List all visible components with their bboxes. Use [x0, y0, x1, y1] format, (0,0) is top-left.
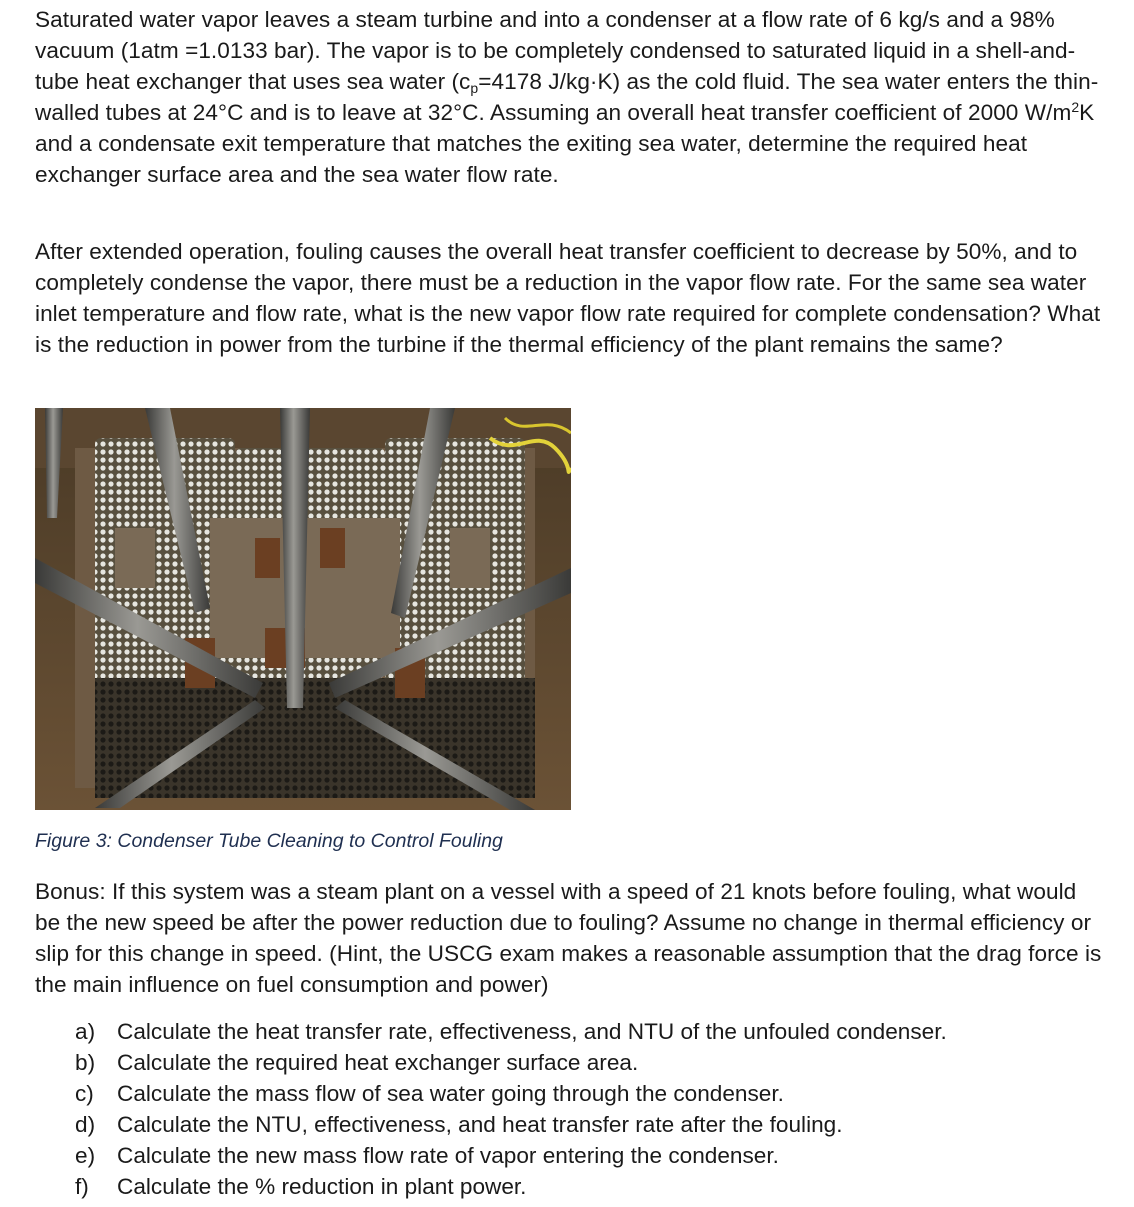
list-item — [75, 1078, 1075, 1109]
problem-intro-paragraph — [35, 4, 1105, 190]
list-item — [75, 1109, 1075, 1140]
list-item-text: Calculate the mass flow of sea water going through the condenser. — [117, 1081, 784, 1106]
list-item-text: Calculate the % reduction in plant power. — [117, 1174, 527, 1199]
list-item — [75, 1047, 1075, 1078]
list-item — [75, 1016, 1075, 1047]
list-marker: d) — [75, 1112, 96, 1137]
list-marker: f) — [75, 1174, 89, 1199]
intro-text-1: Saturated water vapor leaves a steam turbine and into a condenser at a flow rate of 6 kg/s and a 98% vacuum (1atm =1.0133 bar). The vapor is to be completely condensed to saturated liquid in a shell-and-tube heat exchanger that uses sea water (c — [35, 7, 1076, 94]
task-list — [75, 1016, 1075, 1202]
fouling-paragraph: After extended operation, fouling causes the overall heat transfer coefficient to decrease by 50%, and to completely condense the vapor, there must be a reduction in the vapor flow rate. For the same sea water inlet temperature and flow rate, what is the new vapor flow rate required for complete condensation? What is the reduction in power from the turbine if the thermal efficiency of the plant remains the same? — [35, 239, 1101, 357]
intro-text-2: =4178 J/kg·K) as the cold fluid. The sea water enters the thin-walled tubes at 24°C and is to leave at 32°C. Assuming an overall heat transfer coefficient of 2000 W/m — [35, 69, 1099, 125]
list-marker: c) — [75, 1081, 94, 1106]
list-item-text: Calculate the NTU, effectiveness, and heat transfer rate after the fouling. — [117, 1112, 843, 1137]
intro-text-3: K and a condensate exit temperature that matches the exiting sea water, determine the required heat exchanger surface area and the sea water flow rate. — [35, 100, 1095, 187]
list-item-text: Calculate the new mass flow rate of vapor entering the condenser. — [117, 1143, 779, 1168]
bonus-paragraph: Bonus: If this system was a steam plant on a vessel with a speed of 21 knots before fouling, what would be the new speed be after the power reduction due to fouling? Assume no change in thermal efficiency or slip for this change in speed. (Hint, the USCG exam makes a reasonable assumption that the drag force is the main influence on fuel consumption and power) — [35, 879, 1102, 997]
unit-superscript: 2 — [1071, 99, 1080, 115]
list-marker: e) — [75, 1143, 96, 1168]
list-item — [75, 1171, 1075, 1202]
figure-caption: Figure 3: Condenser Tube Cleaning to Control Fouling — [35, 830, 503, 852]
list-marker: b) — [75, 1050, 96, 1075]
list-item-text: Calculate the heat transfer rate, effectiveness, and NTU of the unfouled condenser. — [117, 1019, 947, 1044]
list-item — [75, 1140, 1075, 1171]
condenser-tube-sheet-photo — [35, 408, 571, 810]
list-item-text: Calculate the required heat exchanger surface area. — [117, 1050, 639, 1075]
cp-subscript: p — [470, 80, 479, 96]
list-marker: a) — [75, 1019, 96, 1044]
